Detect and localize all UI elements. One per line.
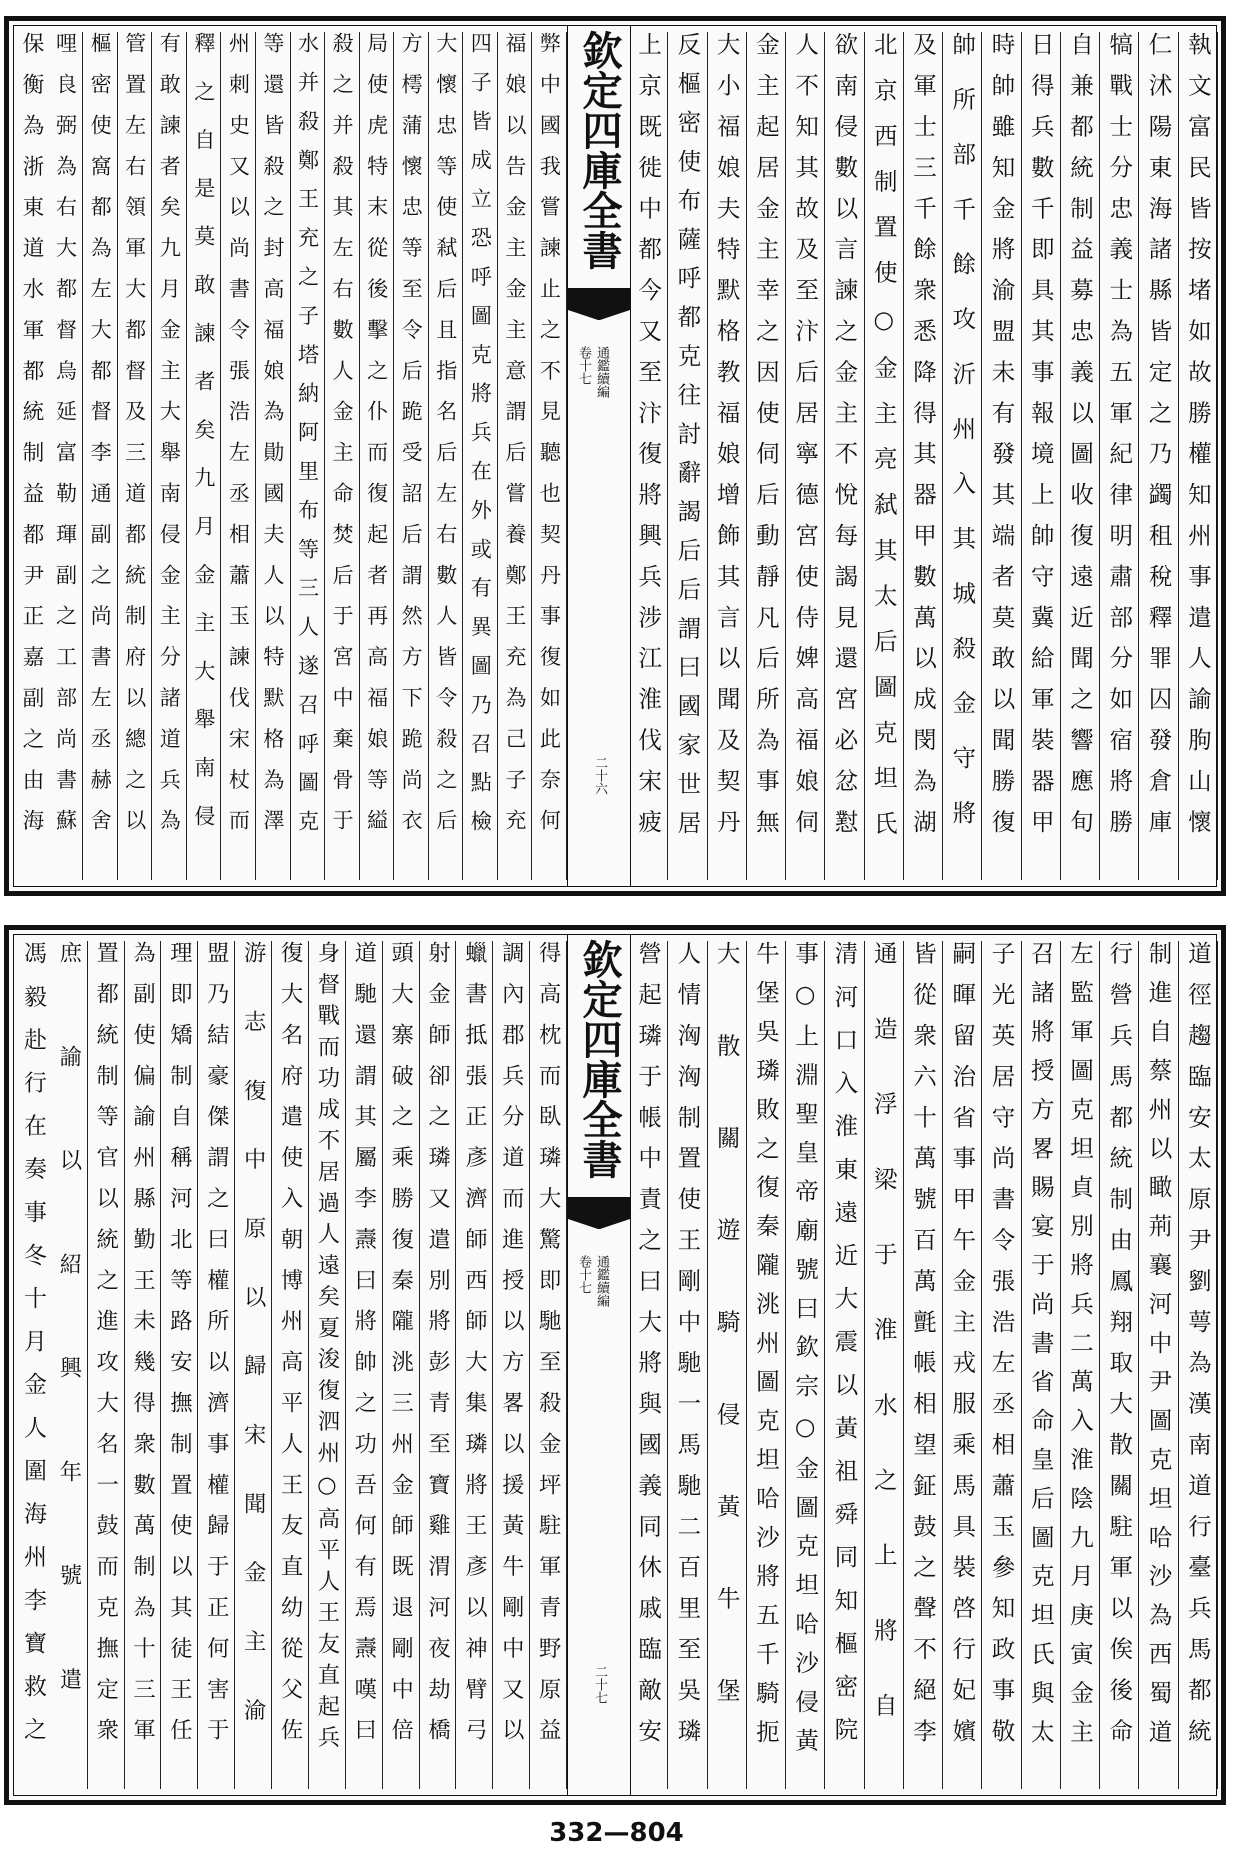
bottom-left-text-column — [420, 941, 457, 1789]
top-right-text-column — [1061, 32, 1100, 880]
bottom-left-text-column — [161, 941, 198, 1789]
top-left-text-column — [360, 32, 395, 880]
top-right-text-column — [904, 32, 943, 880]
bottom-right-column-text: 營起璘于帳中責之曰大將與國義同休戚臨敵安 — [634, 941, 663, 1759]
top-right-column-text: 金主起居金主幸之因使伺后動靜凡后所為事無 — [751, 32, 780, 850]
bottom-right-column-text: 嗣暉留治省事甲午金主戎服乘馬具裝啓行妃嬪 — [948, 941, 977, 1759]
top-left-text-column — [221, 32, 256, 880]
bottom-page-frame — [4, 925, 1226, 1805]
bottom-left-text-column — [383, 941, 420, 1789]
bottom-left-text-column — [309, 941, 346, 1789]
bottom-left-text-column — [88, 941, 125, 1789]
top-left-column-text: 州刺史又以尚書令張浩左丞相蕭玉諫伐宋杖而 — [226, 32, 252, 850]
bottom-center-book-name: 通鑑續編 — [594, 1255, 609, 1307]
bottom-right-text-column — [629, 941, 668, 1789]
bottom-right-column-text: 人情洶洶制置使王剛中馳一馬馳二百里至吳璘 — [673, 941, 702, 1759]
bottom-left-column-text: 盟乃結豪傑謂之曰權所以濟事權歸于正何害于 — [203, 941, 230, 1759]
page-number: 332—804 — [549, 1818, 684, 1848]
top-left-column-text: 四子皆成立恐呼圖克將兵在外或有異圖乃召點檢 — [468, 32, 494, 849]
top-right-column-text: 上京既徙中都今又至汴復將興兵涉江淮伐宋疲 — [634, 32, 663, 850]
bottom-right-text-column — [786, 941, 825, 1789]
bottom-left-text-column — [235, 941, 272, 1789]
top-left-text-column — [187, 32, 222, 880]
bottom-right-text-column — [1061, 941, 1100, 1789]
top-left-text-column — [291, 32, 326, 880]
bottom-left-column-text: 調內郡兵分道而進授以方畧以援黃牛剛中又以 — [498, 941, 525, 1759]
top-left-column-text: 水并殺鄭王充之子塔納阿里布等三人遂召呼圖克 — [295, 32, 321, 849]
bottom-right-column-text: 行營兵馬都統制由鳳翔取大散關駐軍以俟後命 — [1105, 941, 1134, 1759]
top-book-title: 欽定四庫全書 — [576, 30, 623, 270]
top-right-column-text: 仁沭陽東海諸縣皆定之乃蠲租稅釋罪囚發倉庫 — [1144, 32, 1173, 850]
bottom-left-text-column — [272, 941, 309, 1789]
top-page-inner-frame — [13, 25, 1217, 887]
bottom-right-column-text: 大散關遊騎侵黃牛堡 — [712, 941, 741, 1770]
bottom-right-text-column — [982, 941, 1021, 1789]
top-left-text-column — [532, 32, 567, 880]
top-right-text-column — [865, 32, 904, 880]
bottom-left-text-column — [456, 941, 493, 1789]
bottom-right-column-text: 制進自蔡州以瞰荊襄河中尹圖克坦哈沙為西蜀道 — [1144, 941, 1173, 1758]
bottom-right-text-column — [825, 941, 864, 1789]
bottom-center-volume: 卷十七 — [576, 1255, 591, 1294]
bottom-left-text-column — [198, 941, 235, 1789]
top-right-column-text: 自兼都統制益募忠義以圖收復遠近聞之響應旬 — [1066, 32, 1095, 850]
top-left-text-column — [325, 32, 360, 880]
bottom-right-column-text: 通造浮梁于淮水之上將自 — [869, 941, 898, 1768]
top-center-volume: 卷十七 — [576, 346, 591, 385]
bottom-right-text-column — [904, 941, 943, 1789]
bottom-left-column-text: 射金師卻之璘又遣別將彭青至寶雞渭河夜劫橋 — [424, 941, 451, 1759]
top-right-text-column — [982, 32, 1021, 880]
top-left-text-column — [463, 32, 498, 880]
bottom-left-text-column — [493, 941, 530, 1789]
top-left-column-text: 弊中國我嘗諫止之不見聽也契丹事復如此奈何 — [537, 32, 563, 850]
bottom-left-column-text: 庶諭以紹興年號遣 — [55, 941, 82, 1771]
top-left-column-text: 局使虎特末從後擊之仆而復起者再高福娘等縊 — [364, 32, 390, 850]
bottom-page-inner-frame — [13, 934, 1217, 1796]
top-right-text-column — [825, 32, 864, 880]
top-right-text-column — [943, 32, 982, 880]
bottom-right-column-text: 牛堡吳璘敗之復秦隴洮州圖克坦哈沙將五千騎扼 — [751, 941, 780, 1758]
bottom-left-text-column — [14, 941, 51, 1789]
top-left-column-text: 方樗蒲懷忠等至令后跪受詔后謂然方下跪尚衣 — [399, 32, 425, 850]
bottom-center-spine — [567, 935, 631, 1795]
top-left-text-column — [256, 32, 291, 880]
bottom-left-column-text: 馮毅赴行在奏事冬十月金人圍海州李寶救之 — [20, 941, 46, 1760]
bottom-right-column-text: 左監軍圖克坦貞別將兵二萬入淮陰九月庚寅金主 — [1066, 941, 1095, 1758]
bottom-left-text-column — [51, 941, 88, 1789]
top-right-column-text: 北京西制置使○金主亮弑其太后圖克坦氏 — [869, 32, 898, 857]
top-right-column-text: 欲南侵數以言諫之金主不悅每謁見還宮必忿懟 — [830, 32, 859, 850]
top-right-text-column — [747, 32, 786, 880]
bottom-right-text-column — [943, 941, 982, 1789]
bottom-left-column-text: 身督戰而功成不居過人遠矣夏浚復泗州○高平人王友直起兵 — [313, 941, 340, 1757]
bottom-left-column-text: 置都統制等官以統之進攻大名一鼓而克撫定衆 — [92, 941, 119, 1759]
top-right-text-column — [668, 32, 707, 880]
bottom-left-column-text: 道馳還謂其屬李燾曰將帥之功吾何有焉燾嘆曰 — [350, 941, 377, 1759]
top-right-column-text: 及軍士三千餘衆悉降得其器甲數萬以成閔為湖 — [908, 32, 937, 850]
top-left-text-column — [152, 32, 187, 880]
top-left-column-text: 福娘以告金主金主意謂后嘗養鄭王充為己子充 — [502, 32, 528, 850]
top-right-column-text: 反樞密使布薩呼都克往討辭謁后后謂曰國家世居 — [673, 32, 702, 849]
bottom-right-text-column — [668, 941, 707, 1789]
top-right-column-text: 執文富民皆按堵如故勝權知州事遣人諭朐山懷 — [1183, 32, 1212, 850]
top-left-column-text: 有敢諫者矣九月金主大舉南侵金主分諸道兵為 — [157, 32, 183, 850]
top-right-text-column — [708, 32, 747, 880]
top-right-text-column — [1139, 32, 1178, 880]
bottom-left-column-text: 理即矯制自稱河北等路安撫制置使以其徒王任 — [166, 941, 193, 1759]
bottom-right-text-column — [1139, 941, 1178, 1789]
top-right-column-text: 大小福娘夫特默格教福娘增飾其言以聞及契丹 — [712, 32, 741, 850]
top-right-column-text: 帥所部千餘攻沂州入其城殺金守將 — [948, 32, 977, 855]
top-left-text-column — [498, 32, 533, 880]
bottom-right-column-text: 子光英居守尚書令張浩左丞相蕭玉參知政事敬 — [987, 941, 1016, 1759]
top-right-text-column — [786, 32, 825, 880]
top-center-leaf-number: 二十六 — [592, 756, 607, 795]
top-left-column-text: 釋之自是莫敢諫者矣九月金主大舉南侵 — [191, 32, 217, 853]
top-right-text-column — [1100, 32, 1139, 880]
top-right-text-column — [1022, 32, 1061, 880]
bottom-right-text-column — [747, 941, 786, 1789]
top-center-book-name: 通鑑續編 — [594, 346, 609, 398]
bottom-left-column-text: 頭大寨破之乘勝復秦隴洮三州金師既退剛中倍 — [387, 941, 414, 1759]
top-left-column-text: 殺之并殺其左右數人金主命焚后于宮中棄骨于 — [330, 32, 356, 850]
bottom-left-text-column — [346, 941, 383, 1789]
top-right-column-text: 人不知其故及至汴后居寧德宮使侍婢高福娘伺 — [791, 32, 820, 850]
top-left-column-text: 保衡為浙東道水軍都統制益都尹正嘉副之由海 — [19, 32, 44, 850]
bottom-left-text-column — [125, 941, 162, 1789]
top-left-text-column — [14, 32, 49, 880]
top-left-text-column — [394, 32, 429, 880]
top-right-column-text: 日得兵數千即具其事報境上帥守冀給軍裝器甲 — [1026, 32, 1055, 850]
bottom-right-column-text: 清河口入淮東遠近大震以黃祖舜同知樞密院 — [830, 941, 859, 1760]
top-left-column-text: 等還皆殺之封高福娘為勛國夫人以特默格為澤 — [260, 32, 286, 850]
bottom-left-column-text: 蠟書抵張正彥濟師西師大集璘將王彥以神臂弓 — [461, 941, 488, 1759]
bottom-center-leaf-number: 二十七 — [592, 1665, 607, 1704]
top-left-column-text: 管置左右領軍大都督及三道都統制府以總之以 — [122, 32, 148, 850]
bottom-left-column-text: 為副使偏諭州縣勤王未幾得衆數萬制為十三軍 — [129, 941, 156, 1759]
top-left-column-text: 哩良弼為右大都督烏延富勒琿副之工部尚書蘇 — [53, 32, 79, 850]
bottom-left-text-column — [530, 941, 567, 1789]
bottom-right-column-text: 召諸將授方畧賜宴于尚書省命皇后圖克坦氏與太 — [1026, 941, 1055, 1758]
bottom-fish-tail-mark — [568, 1197, 630, 1219]
top-left-column-text: 樞密使窩都為左大都督李通副之尚書左丞赫舍 — [88, 32, 114, 850]
top-right-column-text: 時帥雖知金將渝盟未有發其端者莫敢以聞勝復 — [987, 32, 1016, 850]
top-center-spine — [567, 26, 631, 886]
bottom-right-text-column — [1179, 941, 1218, 1789]
top-right-column-text: 犒戰士分忠義士為五軍紀律明肅部分如宿將勝 — [1105, 32, 1134, 850]
top-left-text-column — [118, 32, 153, 880]
bottom-right-column-text: 皆從衆六十萬號百萬氈帳相望鉦鼓之聲不絕李 — [908, 941, 937, 1759]
bottom-left-column-text: 游志復中原以歸宋聞金主渝 — [240, 941, 267, 1767]
bottom-book-title: 欽定四庫全書 — [576, 939, 623, 1179]
top-left-text-column — [83, 32, 118, 880]
top-page-frame — [4, 16, 1226, 896]
top-right-text-column — [629, 32, 668, 880]
bottom-right-text-column — [1022, 941, 1061, 1789]
bottom-right-text-column — [1100, 941, 1139, 1789]
top-fish-tail-mark — [568, 288, 630, 310]
top-left-column-text: 大懷忠等使弒后且指名后左右數人皆令殺之后 — [433, 32, 459, 850]
top-right-text-column — [1179, 32, 1218, 880]
bottom-left-column-text: 得高枕而臥璘大驚即馳至殺金坪駐軍青野原益 — [535, 941, 562, 1759]
bottom-right-column-text: 事○上淵聖皇帝廟號曰欽宗○金圖克坦哈沙侵黃 — [791, 941, 820, 1767]
top-left-text-column — [49, 32, 84, 880]
bottom-right-text-column — [708, 941, 747, 1789]
bottom-right-text-column — [865, 941, 904, 1789]
top-left-text-column — [429, 32, 464, 880]
bottom-left-column-text: 復大名府遣使入朝博州高平人王友直幼從父佐 — [277, 941, 304, 1759]
bottom-right-column-text: 道徑趨臨安太原尹劉萼為漢南道行臺兵馬都統 — [1183, 941, 1212, 1759]
